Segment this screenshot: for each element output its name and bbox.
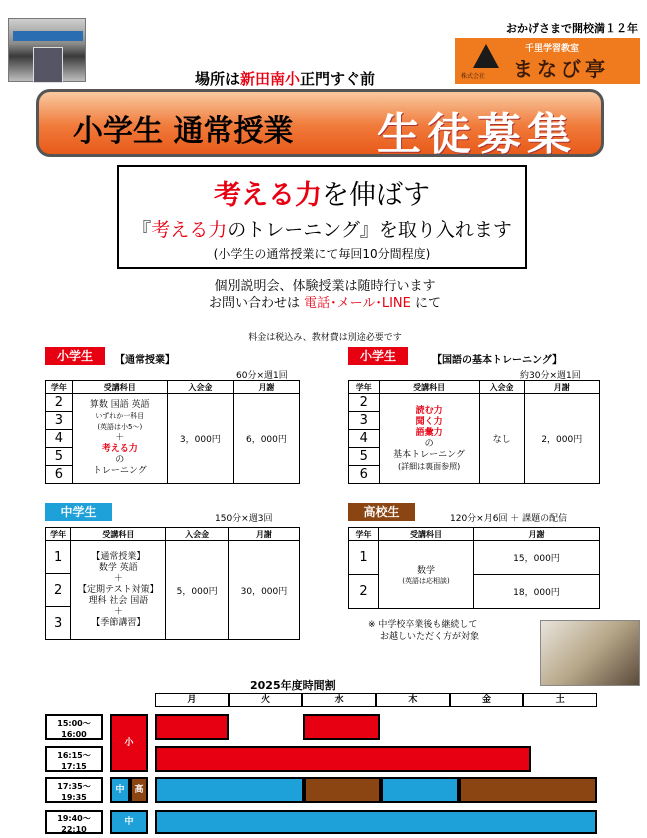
hs-table: 学年 受講科目 月謝 1 数学 (英語は応相談) 15，000円 2 18，000円 xyxy=(348,527,600,609)
location-text: 場所は新田南小正門すぐ前 xyxy=(195,70,376,88)
anniversary-text: おかげさまで開校満１２年 xyxy=(506,22,638,35)
headline-box: 考える力を伸ばす 『考える力のトレーニング』を取り入れます (小学生の通常授業にて毎回10分間程度) xyxy=(117,165,527,269)
logo: 千里学習教室 まなび亭 株式会社 xyxy=(455,38,640,84)
timetable-title: 2025年度時間割 xyxy=(250,679,336,692)
jhs-table: 学年 受講科目 入会金 月謝 1 【通常授業】 数学 英語 ＋ 【定期テスト対策】 理科 社会 国語 ＋ 【季節講習】 5，000円 30，000円 2 3 xyxy=(45,527,300,640)
hs-label: 高校生 xyxy=(348,503,415,521)
bar-fri-sat-3 xyxy=(459,777,597,803)
slot-3: 17:35～19:35 xyxy=(45,777,103,803)
bar-thu-3 xyxy=(381,777,459,803)
slot-1: 15:00～16:00 xyxy=(45,714,103,740)
bar-row-4 xyxy=(155,810,597,834)
school-photo xyxy=(8,18,86,82)
elem2-label: 小学生 xyxy=(348,347,408,365)
elem-table: 学年 受講科目 入会金 月謝 2 算数 国語 英語 いずれか一科目 (英語は小5～) ＋ 考える力 の トレーニング 3，000円 6，000円 3 4 5 6 xyxy=(45,380,300,484)
grade-jhs-late: 中 xyxy=(110,810,148,834)
slot-4: 19:40～22:10 xyxy=(45,810,103,834)
logo-mark-icon xyxy=(473,44,499,68)
jhs-label: 中学生 xyxy=(45,503,112,521)
fee-note: 料金は税込み、教材費は別途必要です xyxy=(248,333,402,343)
bar-wed-3 xyxy=(304,777,381,803)
bar-wed-1 xyxy=(303,714,380,740)
timetable-header: 月 火 水 木 金 土 xyxy=(155,693,597,707)
grade-hs: 高 xyxy=(130,777,148,803)
grade-jhs: 中 xyxy=(110,777,130,803)
slot-2: 16:15～17:15 xyxy=(45,746,103,772)
elem-label: 小学生 xyxy=(45,347,105,365)
classroom-photo xyxy=(540,620,640,686)
bar-mon-tue-3 xyxy=(155,777,304,803)
contact-info: 個別説明会、体験授業は随時行います お問い合わせは 電話･メール･LINE にて xyxy=(208,279,442,311)
bar-mon-1 xyxy=(155,714,229,740)
grade-elem: 小 xyxy=(110,714,148,772)
title-banner: 小学生 通常授業 生徒募集 xyxy=(36,89,604,157)
elem2-table: 学年 受講科目 入会金 月謝 2 読む力 聞く力 語彙力 の 基本トレーニング (詳細は裏面参照) なし 2，000円 3 4 5 6 xyxy=(348,380,600,484)
bar-row-2 xyxy=(155,746,531,772)
